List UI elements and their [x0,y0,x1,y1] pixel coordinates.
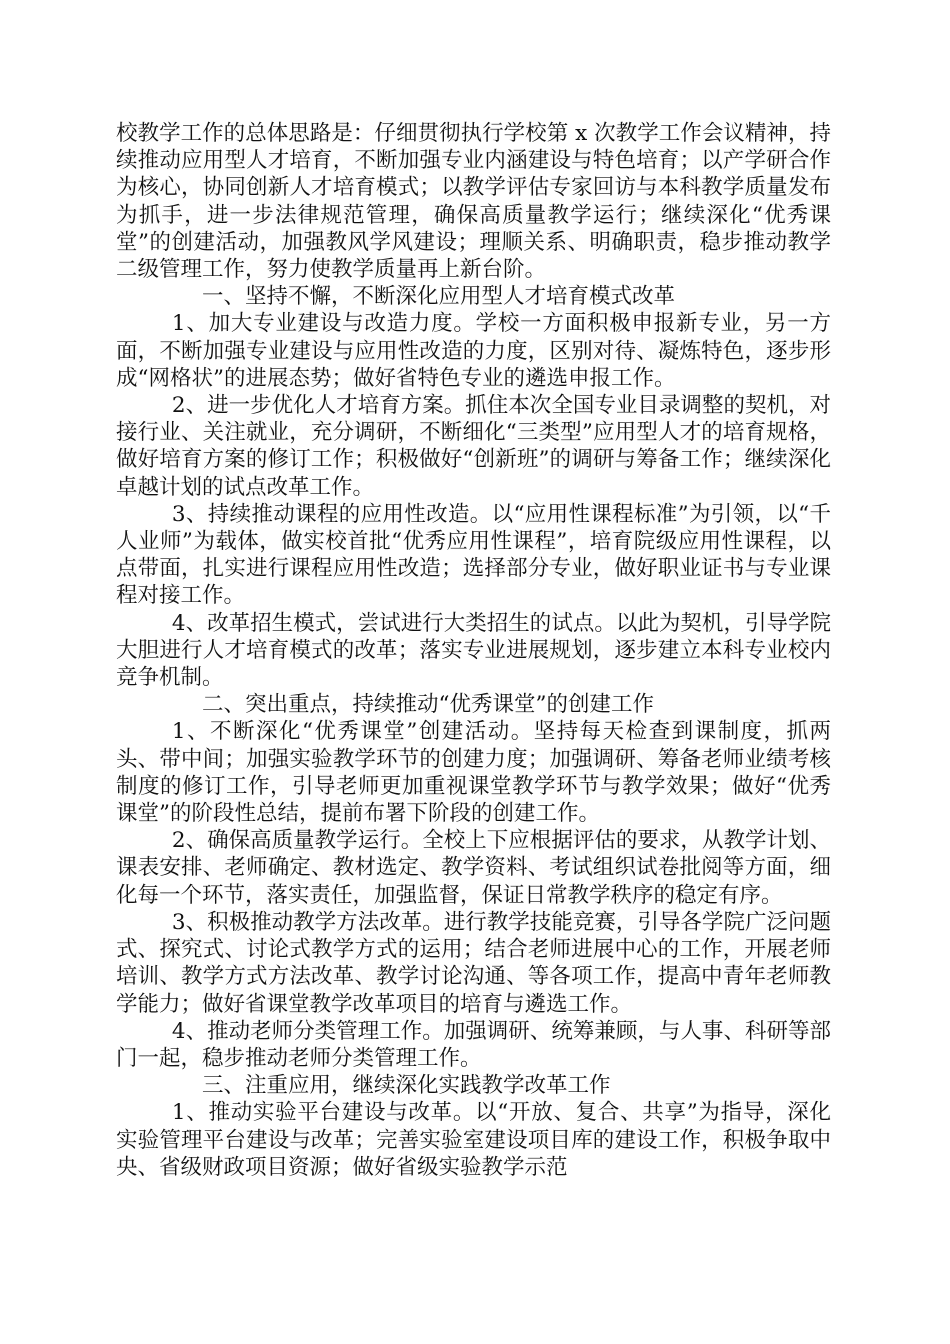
section-1-item-3: 3、持续推动课程的应用性改造。以“应用性课程标准”为引领，以“千人业师”为载体，做实校首批“优秀应用性课程”，培育院级应用性课程，以点带面，扎实进行课程应用性改造；选择部分专业，做好职业证书与专业课程对接工作。 [116,501,831,609]
document-page [116,120,831,1181]
section-1-item-1: 1、加大专业建设与改造力度。学校一方面积极申报新专业，另一方面，不断加强专业建设与应用性改造的力度，区别对待、凝炼特色，逐步形成“网格状”的进展态势；做好省特色专业的遴选申报工作。 [116,311,831,391]
section-2-item-1: 1、不断深化“优秀课堂”创建活动。坚持每天检查到课制度，抓两头、带中间；加强实验教学环节的创建力度；加强调研、筹备老师业绩考核制度的修订工作，引导老师更加重视课堂教学环节与教学效果；做好“优秀课堂”的阶段性总结，提前布署下阶段的创建工作。 [116,719,831,827]
intro-paragraph: 校教学工作的总体思路是：仔细贯彻执行学校第 x 次教学工作会议精神，持续推动应用型人才培育，不断加强专业内涵建设与特色培育；以产学研合作为核心，协同创新人才培育模式；以教学评估专家回访与本科教学质量发布为抓手，进一步法律规范管理，确保高质量教学运行；继续深化“优秀课堂”的创建活动，加强教风学风建设；理顺关系、明确职责，稳步推动教学二级管理工作，努力使教学质量再上新台阶。 [116,121,831,283]
section-heading-2: 二、突出重点，持续推动“优秀课堂”的创建工作 [202,692,654,718]
section-1-item-2: 2、进一步优化人才培育方案。抓住本次全国专业目录调整的契机，对接行业、关注就业，充分调研，不断细化“三类型”应用型人才的培育规格，做好培育方案的修订工作；积极做好“创新班”的调研与筹备工作；继续深化卓越计划的试点改革工作。 [116,393,831,500]
section-2-item-3: 3、积极推动教学方法改革。进行教学技能竞赛，引导各学院广泛问题式、探究式、讨论式教学方式的运用；结合老师进展中心的工作，开展老师培训、教学方式方法改革、教学讨论沟通、等各项工作，提高中青年老师教学能力；做好省课堂教学改革项目的培育与遴选工作。 [116,909,831,1017]
section-3-item-1: 1、推动实验平台建设与改革。以“开放、复合、共享”为指导，深化实验管理平台建设与改革；完善实验室建设项目库的建设工作，积极争取中央、省级财政项目资源；做好省级实验教学示范 [116,1100,831,1180]
section-1-item-4: 4、改革招生模式，尝试进行大类招生的试点。以此为契机，引导学院大胆进行人才培育模式的改革；落实专业进展规划，逐步建立本科专业校内竞争机制。 [116,610,831,691]
section-heading-3: 三、注重应用，继续深化实践教学改革工作 [202,1073,611,1099]
section-2-item-4: 4、推动老师分类管理工作。加强调研、统筹兼顾，与人事、科研等部门一起，稳步推动老师分类管理工作。 [116,1018,831,1071]
section-heading-1: 一、坚持不懈，不断深化应用型人才培育模式改革 [202,284,676,310]
section-2-item-2: 2、确保高质量教学运行。全校上下应根据评估的要求，从教学计划、课表安排、老师确定、教材选定、教学资料、考试组织试卷批阅等方面，细化每一个环节，落实责任，加强监督，保证日常教学秩序的稳定有序。 [116,828,831,908]
